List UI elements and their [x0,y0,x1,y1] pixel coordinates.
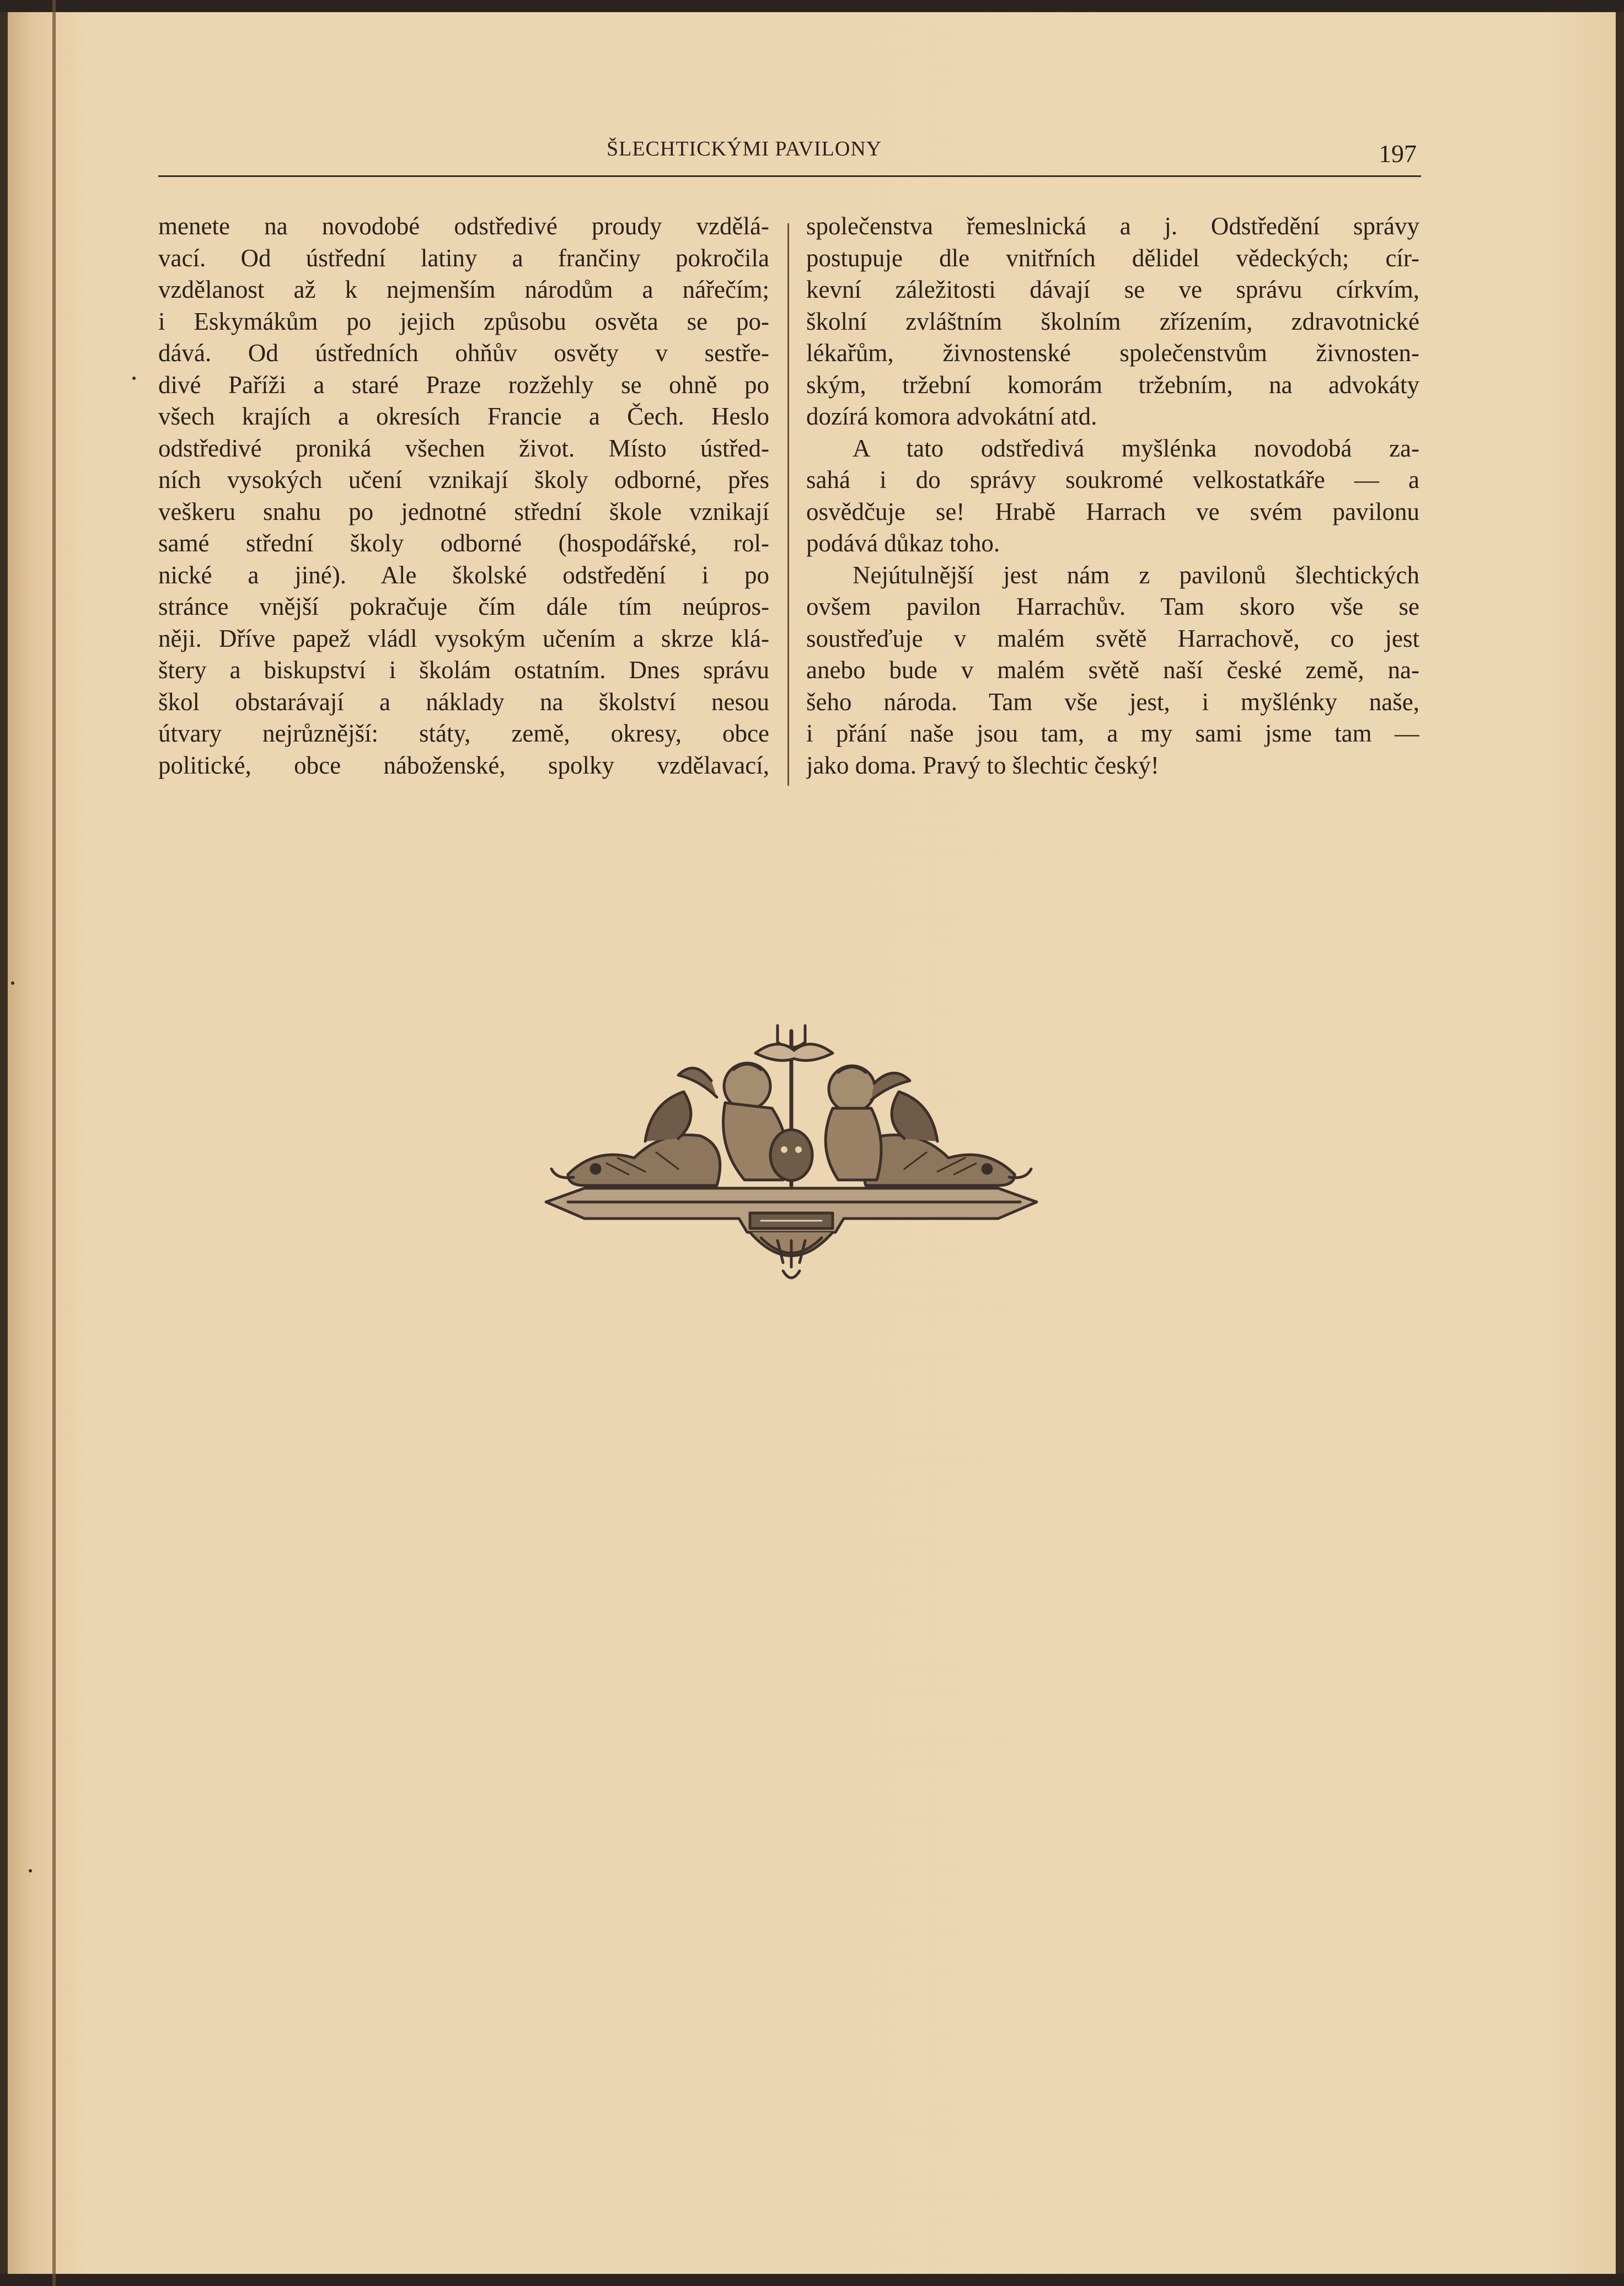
text-line: útvary nejrůznější: státy, země, okresy, obce [158,720,769,747]
text-line: i přání naše jsou tam, a my sami jsme tam — [806,720,1419,747]
scan-bottom-edge [0,2274,1624,2286]
text-line: škol obstarávají a náklady na školství nesou [158,688,769,716]
text-line: stránce vnější pokračuje čím dále tím neúpros- [158,593,769,620]
left-paragraph [158,211,769,781]
text-line: vací. Od ústřední latiny a frančiny pokročila [158,244,769,272]
text-line: samé střední školy odborné (hospodářské, rol- [158,529,769,557]
text-line: lékařům, živnostenské společenstvům živnosten- [806,339,1419,367]
text-line: soustřeďuje v malém světě Harrachově, co jest [806,624,1419,652]
text-line: menete na novodobé odstředivé proudy vzdělá- [158,212,769,240]
scan-left-edge [0,0,8,2286]
text-line: anebo bude v malém světě naší české země, na- [806,656,1419,684]
right-paragraph-1 [806,211,1419,433]
text-line: školní zvláštním školním zřízením, zdravotnické [806,307,1419,335]
text-line: něji. Dříve papež vládl vysokým učením a skrze klá- [158,624,769,652]
text-line: politické, obce náboženské, spolky vzdělavací, [158,751,769,779]
left-column [158,211,769,781]
text-line: jako doma. Pravý to šlechtic český! [806,751,1159,779]
running-head: ŠLECHTICKÝMI PAVILONY [607,137,882,160]
text-line: vzdělanost až k nejmenším národům a nářečím; [158,276,769,303]
text-line: společenstva řemeslnická a j. Odstředění správy [806,212,1419,240]
text-line: ským, tržební komorám tržebním, na advokáty [806,371,1419,399]
page-number: 197 [1379,139,1417,168]
text-line: podává důkaz toho. [806,529,1000,557]
text-line: osvědčuje se! Hrabě Harrach ve svém pavilonu [806,497,1419,525]
text-line: ních vysokých učení vznikají školy odborné, přes [158,466,769,493]
scan-right-edge [1616,0,1624,2286]
scan-top-edge [0,0,1624,12]
print-speck [29,1869,32,1872]
text-line: šeho národa. Tam vše jest, i myšlénky naše, [806,688,1419,716]
text-line: i Eskymákům po jejich způsobu osvěta se po- [158,307,769,335]
text-line: A tato odstředivá myšlénka novodobá za- [853,434,1419,462]
text-line: divé Paříži a staré Praze rozžehly se ohně po [158,371,769,399]
text-line: ovšem pavilon Harrachův. Tam skoro vše se [806,593,1419,620]
right-paragraph-3 [806,560,1419,782]
text-line: štery a biskupství i školám ostatním. Dnes správu [158,656,769,684]
text-line: dává. Od ústředních ohňův osvěty v sestře- [158,339,769,367]
text-line: Nejútulnější jest nám z pavilonů šlechtických [853,561,1419,589]
text-line: nické a jiné). Ale školské odstředění i po [158,561,769,589]
text-line: dozírá komora advokátní atd. [806,403,1097,430]
print-speck [11,981,14,985]
text-line: postupuje dle vnitřních dělidel vědeckých; cír- [806,244,1419,272]
right-paragraph-2 [806,433,1419,560]
text-line: sahá i do správy soukromé velkostatkáře — a [806,466,1419,493]
text-line: všech krajích a okresích Francie a Čech. Heslo [158,403,769,430]
text-line: kevní záležitosti dávají se ve správu církvím, [806,276,1419,303]
text-line: veškeru snahu po jednotné střední škole vznikají [158,497,769,525]
print-speck [132,377,136,380]
right-column [806,211,1419,781]
text-line: odstředivé proniká všechen život. Místo ústřed- [158,434,769,462]
column-divider [787,223,789,786]
header-rule [158,175,1421,177]
book-spine-line [52,0,56,2286]
cherubs-and-dolphins-vignette-icon [535,1020,1048,1323]
